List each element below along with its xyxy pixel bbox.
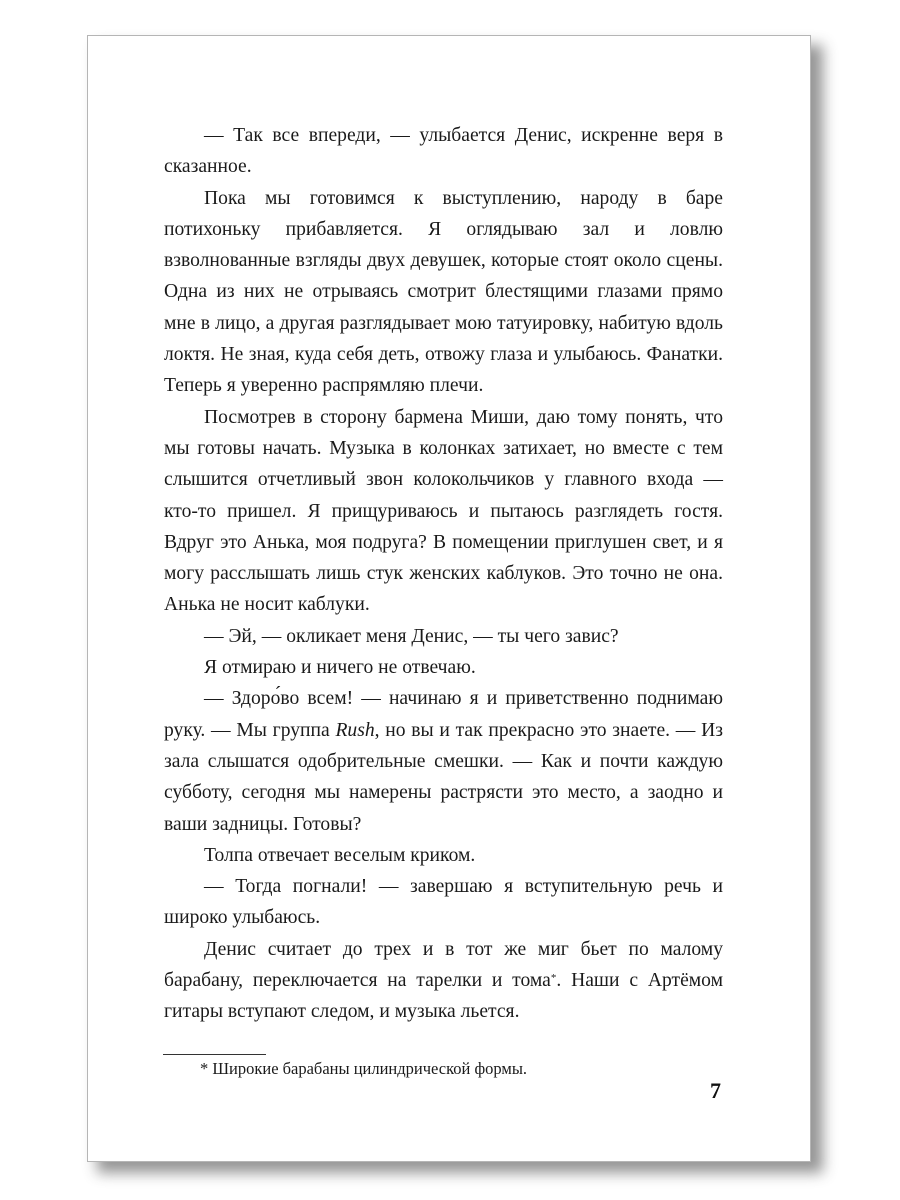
page-number: 7 [710, 1078, 721, 1103]
paragraph-6 [164, 683, 723, 839]
paragraph-9-after: . Наши с Артёмом гитары вступают следом, и музыка льется. [164, 970, 723, 1023]
paragraph-1: — Так все впереди, — улыбается Денис, искренне веря в сказанное. [164, 125, 723, 178]
page-body-text [164, 120, 723, 1028]
footnote-separator [163, 1054, 266, 1055]
paragraph-3: Посмотрев в сторону бармена Миши, даю тому понять, что мы готовы начать. Музыка в колонках затихает, но вместе с тем слышится отчетливый звон колокольчиков у главного входа — кто-то пришел. Я прищуриваюсь и пытаюсь разглядеть гостя. Вдруг это Анька, моя подруга? В помещении приглушен свет, и я могу расслышать лишь стук женских каблуков. Это точно не она. Анька не носит каблуки. [164, 406, 723, 616]
footnote-text: * Широкие барабаны цилиндрической формы. [200, 1059, 528, 1078]
paragraph-8: — Тогда погнали! — завершаю я вступительную речь и широко улыбаюсь. [164, 876, 723, 929]
paragraph-9 [164, 934, 723, 1028]
paragraph-2: Пока мы готовимся к выступлению, народу в баре потихоньку прибавляется. Я оглядываю зал и ловлю взволнованные взгляды двух девушек, которые стоят около сцены. Одна из них не отрываясь смотрит блестящими глазами прямо мне в лицо, а другая разглядывает мою татуировку, набитую вдоль локтя. Не зная, куда себя деть, отвожу глаза и улыбаюсь. Фанатки. Теперь я уверенно распрямляю плечи. [164, 187, 723, 397]
paragraph-4: — Эй, — окликает меня Денис, — ты чего завис? [204, 625, 619, 647]
paragraph-6-after: , но вы и так прекрасно это знаете. — Из зала слышатся одобрительные смешки. — Как и почти каждую субботу, сегодня мы намерены растрясти это место, а заодно и ваши задницы. Готовы? [164, 719, 723, 835]
band-name-italic: Rush [335, 719, 375, 741]
paragraph-6-before: — Здоро́во всем! — начинаю я и приветственно поднимаю руку. — Мы группа [164, 688, 723, 741]
paragraph-7: Толпа отвечает веселым криком. [204, 844, 476, 866]
book-page [87, 35, 811, 1162]
paragraph-5: Я отмираю и ничего не отвечаю. [204, 657, 476, 679]
paragraph-9-before: Денис считает до трех и в тот же миг бьет по малому барабану, переключается на тарелки и тома [164, 938, 723, 992]
footnote-marker[interactable]: * [550, 972, 557, 985]
